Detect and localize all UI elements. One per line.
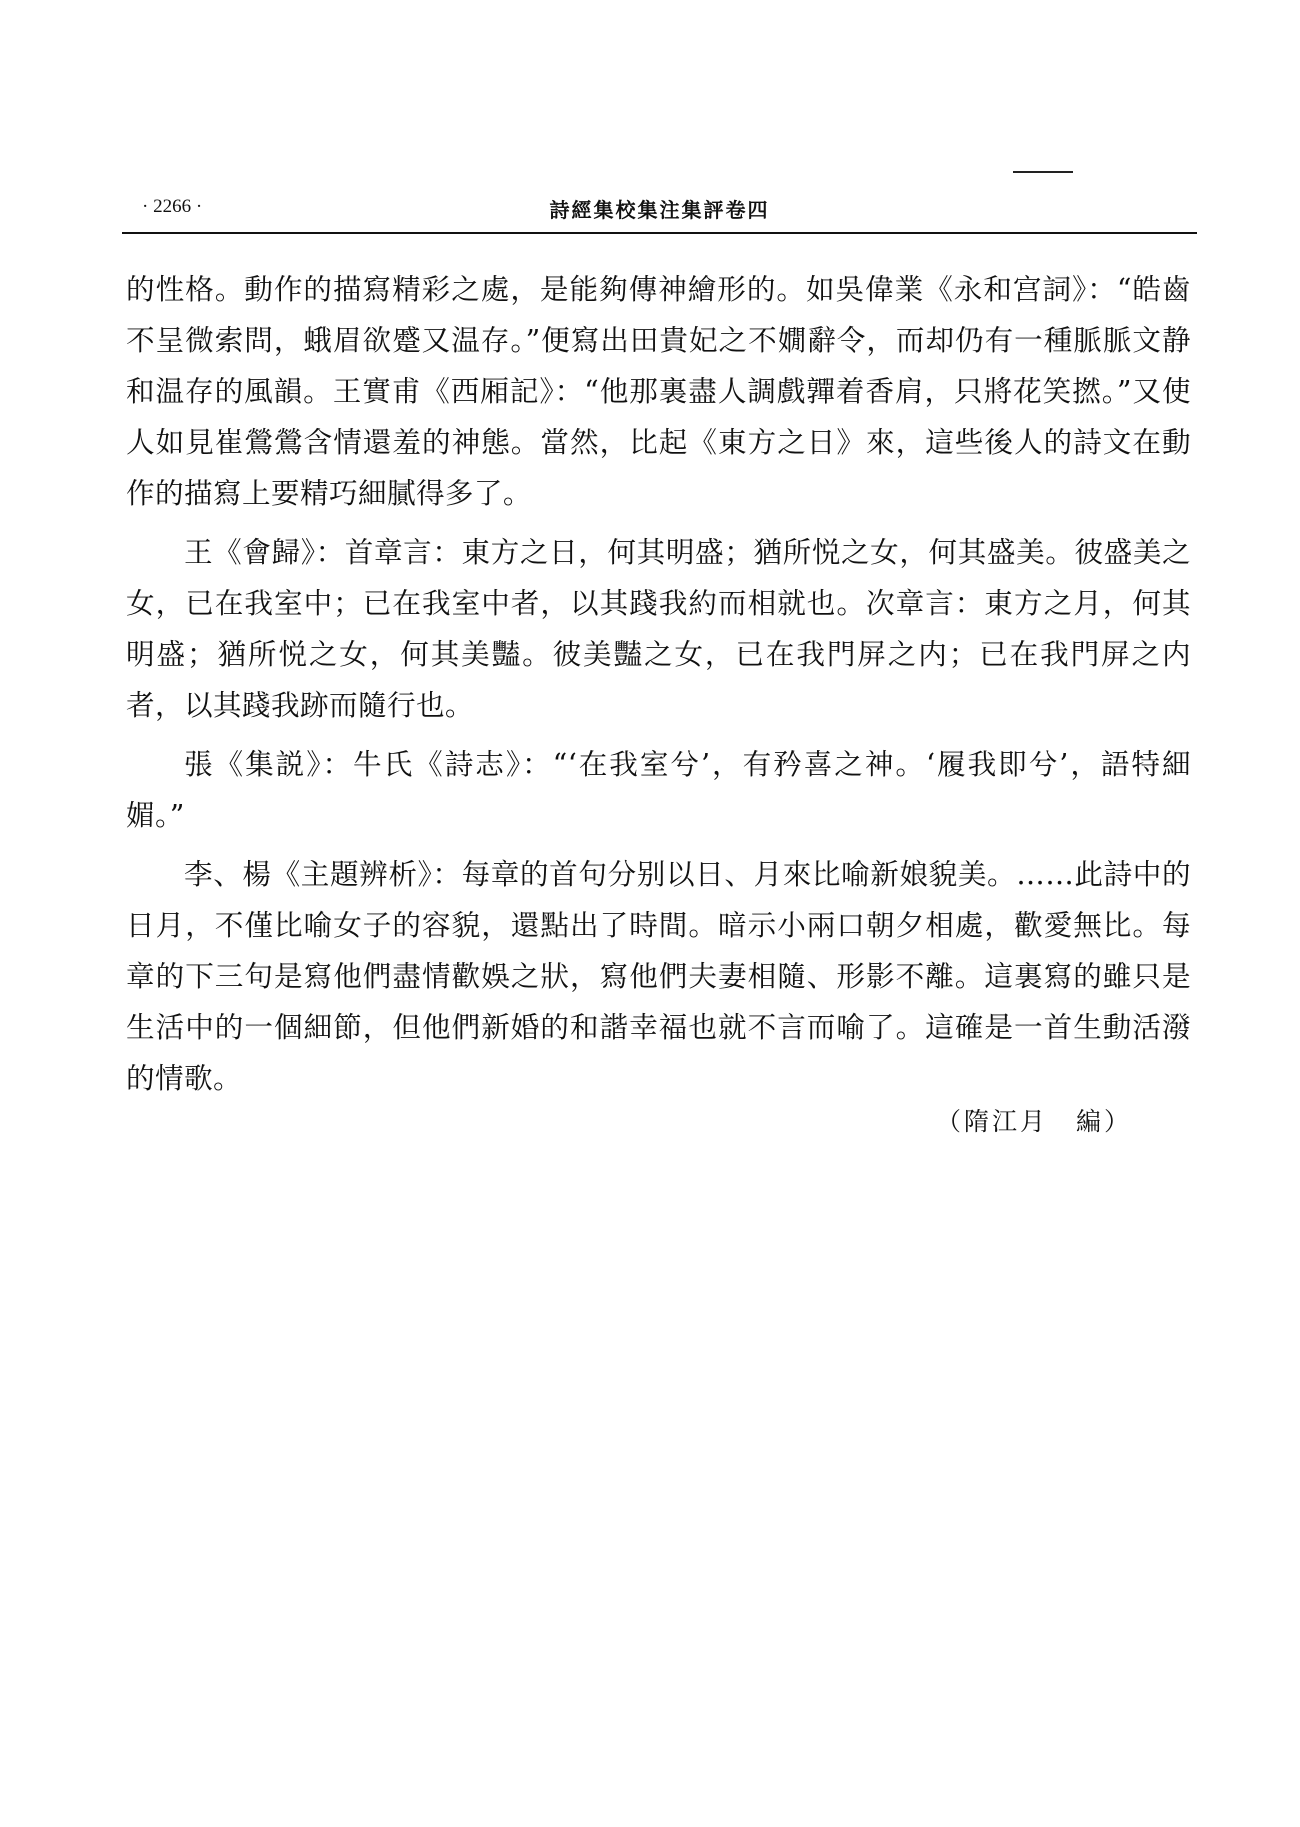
page-number: · 2266 · [142,196,203,217]
scan-mark [1013,171,1073,173]
paragraph-zhang-jishuo: 張《集説》：牛氏《詩志》：“‘在我室兮’，有矜喜之神。‘履我即兮’，語特細媚。” [126,747,1191,832]
body-text [126,264,1191,1112]
book-title: 詩經集校集注集評卷四 [549,198,770,222]
paragraph-continuation: 的性格。動作的描寫精彩之處，是能夠傳神繪形的。如吳偉業《永和宫詞》：“皓齒不呈微索問，蛾眉欲蹙又温存。”便寫出田貴妃之不嫺辭令，而却仍有一種脈脈文静和温存的風韻。王實甫《西厢記》：“他那裏盡人調戲嚲着香肩，只將花笑撚。”又使人如見崔鶯鶯含情還羞的神態。當然，比起《東方之日》來，這些後人的詩文在動作的描寫上要精巧細膩得多了。 [126,272,1191,510]
running-header [122,190,1197,230]
editor-signature: （隋江月 編） [935,1107,1132,1136]
paragraph-wang-huigui: 王《會歸》：首章言：東方之日，何其明盛；猶所悦之女，何其盛美。彼盛美之女，已在我室中；已在我室中者，以其踐我約而相就也。次章言：東方之月，何其明盛；猶所悦之女，何其美豔。彼美豔之女，已在我門屏之内；已在我門屏之内者，以其踐我跡而隨行也。 [126,535,1191,722]
paragraph-li-yang: 李、楊《主題辨析》：每章的首句分别以日、月來比喻新娘貌美。……此詩中的日月，不僅比喻女子的容貌，還點出了時間。暗示小兩口朝夕相處，歡愛無比。每章的下三句是寫他們盡情歡娛之狀，寫他們夫妻相隨、形影不離。這裏寫的雖只是生活中的一個細節，但他們新婚的和諧幸福也就不言而喻了。這確是一首生動活潑的情歌。 [126,857,1191,1095]
header-rule [122,232,1197,234]
